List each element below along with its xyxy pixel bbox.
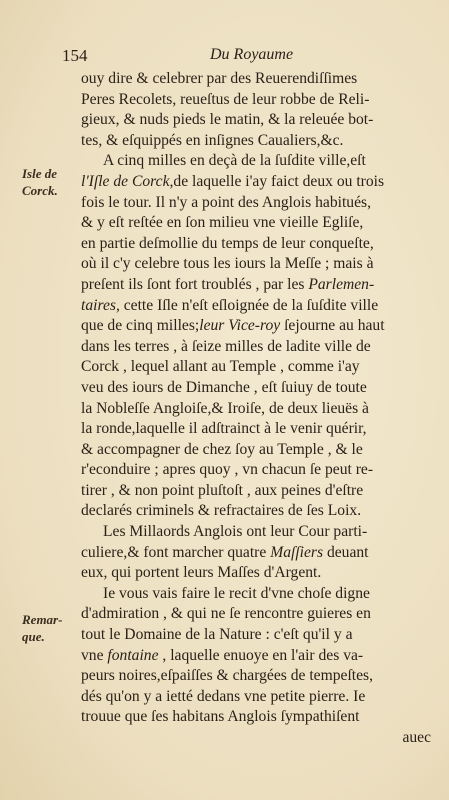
italic-segment: Parlemen-: [308, 275, 375, 293]
text-line: [81, 440, 433, 461]
text-segment: peurs noires,eſpaiſſes & chargées de tempeſtes,: [81, 667, 373, 685]
margin-note-remarque: [22, 611, 62, 645]
text-line: [81, 378, 433, 399]
text-segment: dans les terres , à ſeize milles de ladite ville de: [81, 337, 371, 355]
text-segment: eux, qui portent leurs Maſſes d'Argent.: [81, 564, 322, 582]
text-line: [81, 213, 433, 234]
text-segment: preſent ils ſont fort troublés , par les: [81, 275, 309, 293]
text-line: [81, 296, 433, 317]
italic-segment: leur Vice-roy: [199, 317, 281, 335]
text-line: [81, 193, 433, 214]
text-segment: Les Millaords Anglois ont leur Cour parti-: [103, 523, 368, 541]
text-line: [81, 151, 433, 172]
text-line: [81, 625, 433, 646]
text-line: [81, 687, 433, 708]
italic-segment: taires,: [81, 296, 120, 314]
text-segment: la ronde,laquelle il adſtrainct à le venir quérir,: [81, 420, 367, 438]
text-line: [81, 604, 433, 625]
body-text: [81, 69, 433, 749]
text-line: [81, 69, 433, 90]
text-line: [81, 254, 433, 275]
text-segment: culiere,& font marcher quatre: [81, 543, 271, 561]
text-segment: ouy dire & celebrer par des Reuerendiſſimes: [81, 70, 358, 87]
text-segment: tirer , & non point pluſtoſt , aux peines d'eſtre: [81, 481, 364, 499]
text-segment: tout le Domaine de la Nature : c'eſt qu'il y a: [81, 626, 353, 644]
italic-segment: l'Iſle de Corck,: [81, 172, 174, 190]
text-segment: Ie vous vais faire le recit d'vne choſe digne: [103, 584, 370, 602]
text-line: [81, 460, 433, 481]
text-segment: r'econduire ; apres quoy , vn chacun ſe peut re-: [81, 461, 374, 479]
text-segment: où il c'y celebre tous les iours la Meſſe ; mais à: [81, 255, 374, 273]
page-number: 154: [62, 46, 88, 65]
text-line: [81, 419, 433, 440]
text-line: [81, 357, 433, 378]
text-segment: en partie deſmollie du temps de leur conqueſte,: [81, 234, 374, 252]
text-line: [81, 563, 433, 584]
text-segment: trouue que ſes habitans Anglois ſympathiſent: [81, 708, 360, 726]
text-segment: deuant: [323, 543, 369, 561]
text-line: [81, 234, 433, 255]
text-segment: vne: [81, 646, 108, 664]
italic-segment: Maſſiers: [270, 543, 324, 561]
margin-note-line: Remar-: [22, 612, 63, 627]
text-line: [81, 646, 433, 667]
text-line: [81, 501, 433, 522]
text-segment: Peres Recolets, reueſtus de leur robbe de Reli-: [81, 90, 370, 108]
text-segment: d'admiration , & qui ne ſe rencontre guieres en: [81, 605, 371, 623]
text-segment: A cinq milles en deçà de la ſuſdite ville,eſt: [103, 152, 366, 170]
text-segment: gieux, & nuds pieds le matin, & la releuée bot-: [81, 111, 374, 129]
text-line: [81, 131, 433, 152]
text-line: [81, 275, 433, 296]
text-line: [81, 110, 433, 131]
margin-note-isle-de-corck: [22, 165, 58, 199]
text-line: [81, 399, 433, 420]
page-header: [62, 46, 422, 70]
text-line: [81, 316, 433, 337]
text-segment: veu des iours de Dimanche , eſt ſuiuy de toute: [81, 378, 367, 396]
text-line: [81, 584, 433, 605]
text-segment: la Nobleſſe Angloiſe,& Iroiſe, de deux lieuës à: [81, 399, 369, 417]
text-segment: de laquelle i'ay faict deux ou trois: [173, 172, 385, 190]
text-segment: fois le tour. Il n'y a point des Anglois habitués,: [81, 193, 371, 211]
text-line: [81, 172, 433, 193]
margin-note-line: que.: [22, 629, 45, 644]
text-line: [81, 337, 433, 358]
catchword: auec: [402, 729, 431, 746]
margin-note-line: Corck.: [22, 183, 58, 198]
text-segment: cette Iſle n'eſt eſloignée de la ſuſdite ville: [119, 296, 379, 314]
text-segment: tes, & eſquippés en inſignes Caualiers,&c.: [81, 131, 344, 149]
text-segment: que de cinq milles;: [81, 317, 200, 335]
text-segment: & accompagner de chez ſoy au Temple , & le: [81, 440, 363, 458]
text-segment: Corck , lequel allant au Temple , comme i'ay: [81, 358, 360, 376]
text-line: [81, 543, 433, 564]
text-line: [81, 481, 433, 502]
text-segment: dés qu'on y a ietté dedans vne petite pierre. Ie: [81, 687, 366, 705]
text-segment: declarés criminels & refractaires de ſes Loix.: [81, 502, 362, 520]
text-line: [81, 707, 433, 728]
text-line: [81, 90, 433, 111]
text-segment: & y eſt reſtée en ſon milieu vne vieille Egliſe,: [81, 214, 364, 232]
running-title: Du Royaume: [210, 46, 294, 63]
text-line: [81, 666, 433, 687]
text-segment: ſejourne au haut: [280, 317, 385, 335]
italic-segment: fontaine: [107, 646, 159, 664]
margin-note-line: Isle de: [22, 166, 58, 181]
text-segment: , laquelle enuoye en l'air des va-: [158, 646, 364, 664]
text-line: [81, 522, 433, 543]
